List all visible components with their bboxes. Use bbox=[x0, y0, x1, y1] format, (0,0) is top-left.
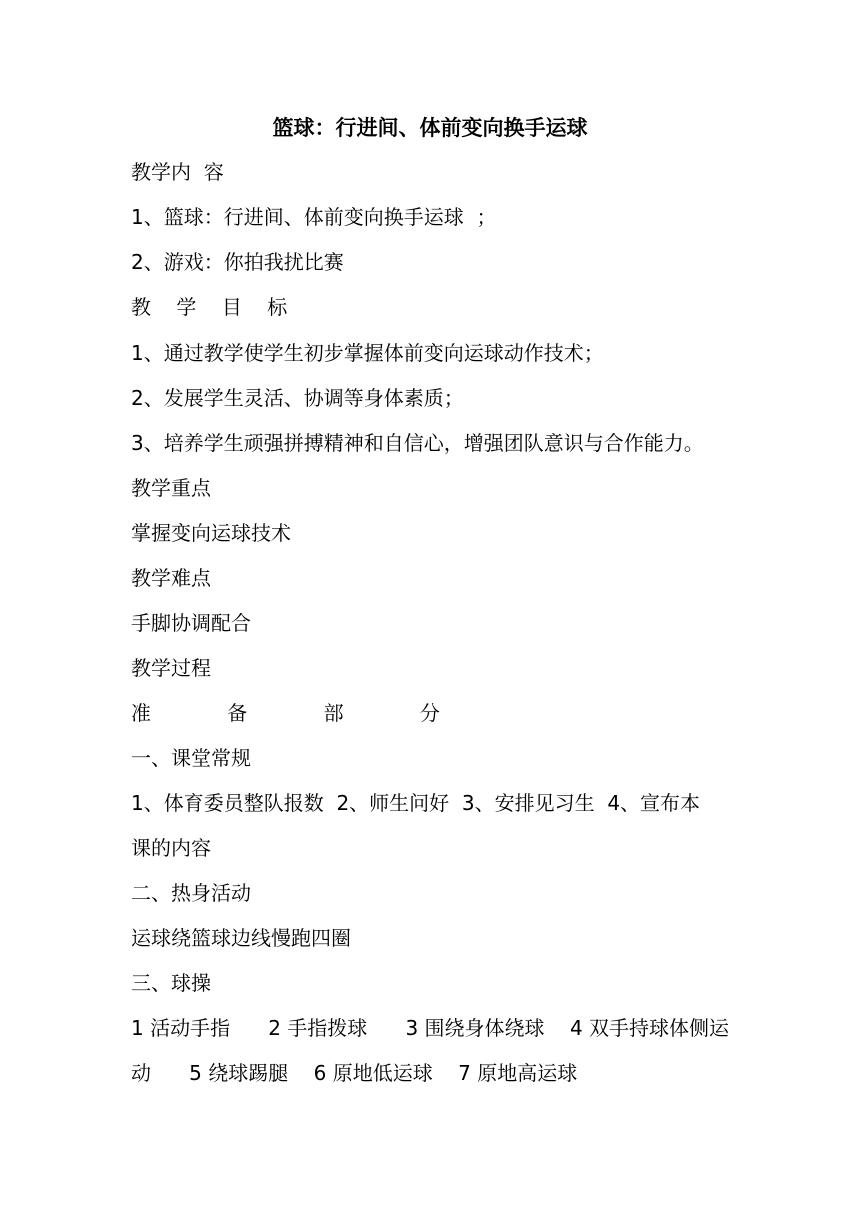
subheading-routine: 一、课堂常规 bbox=[131, 746, 251, 770]
section-heading-preparation: 准 备 部 分 bbox=[131, 701, 440, 725]
warmup-text: 运球绕篮球边线慢跑四圈 bbox=[131, 926, 351, 950]
content-item-2: 2、游戏：你拍我扰比赛 bbox=[131, 250, 344, 274]
section-heading-objectives: 教 学 目 标 bbox=[131, 295, 288, 319]
ball-exercise-line-1: 1 活动手指 2 手指拨球 3 围绕身体绕球 4 双手持球体侧运 bbox=[131, 1016, 730, 1040]
section-heading-key-point: 教学重点 bbox=[131, 476, 211, 500]
section-heading-content: 教学内 容 bbox=[131, 160, 224, 184]
objective-item-1: 1、通过教学使学生初步掌握体前变向运球动作技术； bbox=[131, 341, 604, 365]
routine-text-line-1: 1、体育委员整队报数 2、师生问好 3、安排见习生 4、宣布本 bbox=[131, 791, 701, 815]
section-heading-difficulty: 教学难点 bbox=[131, 566, 211, 590]
difficulty-text: 手脚协调配合 bbox=[131, 611, 251, 635]
key-point-text: 掌握变向运球技术 bbox=[131, 521, 291, 545]
ball-exercise-line-2: 动 5 绕球踢腿 6 原地低运球 7 原地高运球 bbox=[131, 1061, 578, 1085]
document-title: 篮球：行进间、体前变向换手运球 bbox=[272, 116, 588, 140]
content-item-1: 1、篮球：行进间、体前变向换手运球 ； bbox=[131, 205, 497, 229]
subheading-warmup: 二、热身活动 bbox=[131, 881, 251, 905]
section-heading-process: 教学过程 bbox=[131, 656, 211, 680]
objective-item-3: 3、培养学生顽强拼搏精神和自信心，增强团队意识与合作能力。 bbox=[131, 431, 704, 455]
objective-item-2: 2、发展学生灵活、协调等身体素质； bbox=[131, 386, 464, 410]
subheading-ball-exercise: 三、球操 bbox=[131, 971, 211, 995]
routine-text-line-2: 课的内容 bbox=[131, 836, 211, 860]
